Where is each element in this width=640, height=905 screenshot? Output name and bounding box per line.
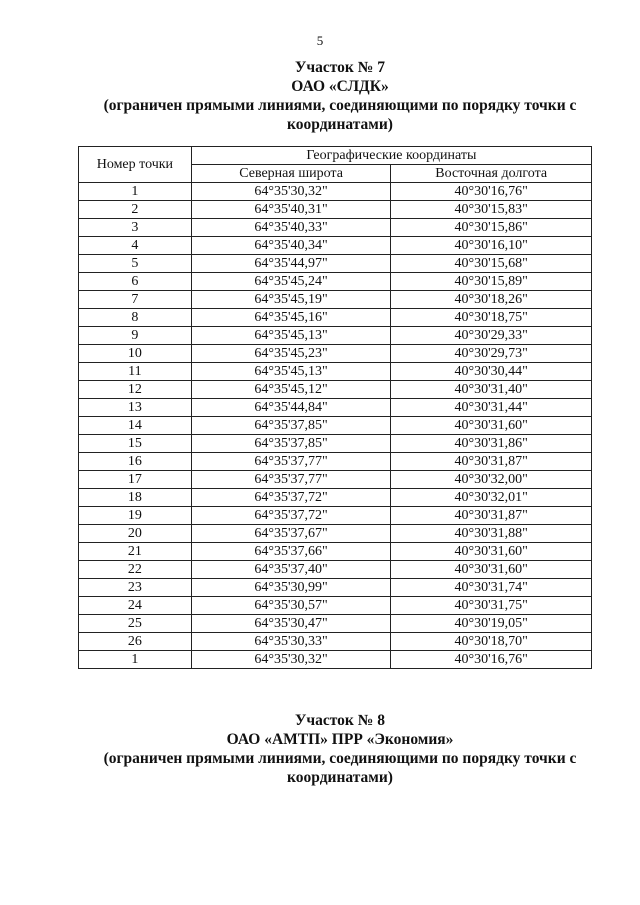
longitude-cell: 40°30'31,60" — [391, 417, 592, 435]
longitude-cell: 40°30'15,86" — [391, 219, 592, 237]
table-row — [79, 579, 592, 597]
table-row — [79, 489, 592, 507]
point-number-cell: 21 — [79, 543, 192, 561]
point-number-cell: 4 — [79, 237, 192, 255]
longitude-cell: 40°30'18,70" — [391, 633, 592, 651]
point-number-cell: 5 — [79, 255, 192, 273]
table-row — [79, 255, 592, 273]
section-description-line: координатами) — [287, 116, 393, 133]
longitude-cell: 40°30'30,44" — [391, 363, 592, 381]
table-row — [79, 381, 592, 399]
point-number-cell: 19 — [79, 507, 192, 525]
table-row — [79, 345, 592, 363]
point-number-cell: 3 — [79, 219, 192, 237]
table-row — [79, 435, 592, 453]
table-row — [79, 219, 592, 237]
table-row — [79, 597, 592, 615]
longitude-cell: 40°30'31,60" — [391, 543, 592, 561]
point-number-cell: 23 — [79, 579, 192, 597]
latitude-cell: 64°35'30,47" — [191, 615, 391, 633]
longitude-cell: 40°30'32,01" — [391, 489, 592, 507]
longitude-cell: 40°30'31,75" — [391, 597, 592, 615]
latitude-cell: 64°35'30,33" — [191, 633, 391, 651]
coordinates-table-body — [79, 183, 592, 669]
longitude-cell: 40°30'16,10" — [391, 237, 592, 255]
point-number-cell: 9 — [79, 327, 192, 345]
header-longitude: Восточная долгота — [391, 165, 592, 183]
latitude-cell: 64°35'30,32" — [191, 183, 391, 201]
section-description-line: (ограничен прямыми линиями, соединяющими по порядку точки с — [103, 97, 577, 114]
point-number-cell: 1 — [79, 651, 192, 669]
longitude-cell: 40°30'29,33" — [391, 327, 592, 345]
section-organization: ОАО «АМТП» ПРР «Экономия» — [226, 731, 454, 748]
table-row — [79, 201, 592, 219]
point-number-cell: 1 — [79, 183, 192, 201]
header-latitude: Северная широта — [191, 165, 391, 183]
latitude-cell: 64°35'37,40" — [191, 561, 391, 579]
longitude-cell: 40°30'18,75" — [391, 309, 592, 327]
point-number-cell: 14 — [79, 417, 192, 435]
latitude-cell: 64°35'40,33" — [191, 219, 391, 237]
longitude-cell: 40°30'18,26" — [391, 291, 592, 309]
longitude-cell: 40°30'19,05" — [391, 615, 592, 633]
latitude-cell: 64°35'44,84" — [191, 399, 391, 417]
section-title: Участок № 8 — [295, 712, 385, 729]
latitude-cell: 64°35'37,67" — [191, 525, 391, 543]
latitude-cell: 64°35'45,16" — [191, 309, 391, 327]
point-number-cell: 26 — [79, 633, 192, 651]
longitude-cell: 40°30'31,60" — [391, 561, 592, 579]
latitude-cell: 64°35'40,31" — [191, 201, 391, 219]
page-number: 5 — [316, 33, 324, 48]
header-geo-coordinates: Географические координаты — [191, 147, 591, 165]
latitude-cell: 64°35'37,85" — [191, 435, 391, 453]
table-row — [79, 237, 592, 255]
table-row — [79, 273, 592, 291]
latitude-cell: 64°35'37,77" — [191, 453, 391, 471]
point-number-cell: 13 — [79, 399, 192, 417]
section-heading-7 — [90, 58, 590, 134]
longitude-cell: 40°30'16,76" — [391, 651, 592, 669]
table-row — [79, 183, 592, 201]
point-number-cell: 12 — [79, 381, 192, 399]
latitude-cell: 64°35'30,32" — [191, 651, 391, 669]
point-number-cell: 17 — [79, 471, 192, 489]
latitude-cell: 64°35'30,57" — [191, 597, 391, 615]
section-description-line: координатами) — [287, 769, 393, 786]
latitude-cell: 64°35'45,13" — [191, 327, 391, 345]
table-row — [79, 363, 592, 381]
point-number-cell: 24 — [79, 597, 192, 615]
latitude-cell: 64°35'37,72" — [191, 507, 391, 525]
point-number-cell: 25 — [79, 615, 192, 633]
longitude-cell: 40°30'29,73" — [391, 345, 592, 363]
longitude-cell: 40°30'15,83" — [391, 201, 592, 219]
latitude-cell: 64°35'37,66" — [191, 543, 391, 561]
point-number-cell: 18 — [79, 489, 192, 507]
latitude-cell: 64°35'30,99" — [191, 579, 391, 597]
longitude-cell: 40°30'31,74" — [391, 579, 592, 597]
table-row — [79, 309, 592, 327]
section-organization: ОАО «СЛДК» — [291, 78, 389, 95]
point-number-cell: 10 — [79, 345, 192, 363]
coordinates-table — [78, 146, 592, 669]
latitude-cell: 64°35'37,72" — [191, 489, 391, 507]
point-number-cell: 22 — [79, 561, 192, 579]
longitude-cell: 40°30'15,68" — [391, 255, 592, 273]
latitude-cell: 64°35'44,97" — [191, 255, 391, 273]
latitude-cell: 64°35'45,13" — [191, 363, 391, 381]
latitude-cell: 64°35'45,24" — [191, 273, 391, 291]
table-row — [79, 417, 592, 435]
section-title: Участок № 7 — [295, 59, 385, 76]
table-row — [79, 291, 592, 309]
point-number-cell: 20 — [79, 525, 192, 543]
longitude-cell: 40°30'31,86" — [391, 435, 592, 453]
table-row — [79, 633, 592, 651]
longitude-cell: 40°30'31,87" — [391, 507, 592, 525]
table-row — [79, 543, 592, 561]
longitude-cell: 40°30'32,00" — [391, 471, 592, 489]
table-row — [79, 507, 592, 525]
latitude-cell: 64°35'37,77" — [191, 471, 391, 489]
latitude-cell: 64°35'45,12" — [191, 381, 391, 399]
point-number-cell: 16 — [79, 453, 192, 471]
latitude-cell: 64°35'45,23" — [191, 345, 391, 363]
table-row — [79, 399, 592, 417]
point-number-cell: 7 — [79, 291, 192, 309]
section-description-line: (ограничен прямыми линиями, соединяющими по порядку точки с — [103, 750, 577, 767]
point-number-cell: 11 — [79, 363, 192, 381]
latitude-cell: 64°35'37,85" — [191, 417, 391, 435]
section-heading-8 — [90, 711, 590, 787]
point-number-cell: 8 — [79, 309, 192, 327]
point-number-cell: 15 — [79, 435, 192, 453]
longitude-cell: 40°30'31,44" — [391, 399, 592, 417]
longitude-cell: 40°30'31,88" — [391, 525, 592, 543]
latitude-cell: 64°35'45,19" — [191, 291, 391, 309]
table-row — [79, 327, 592, 345]
longitude-cell: 40°30'31,40" — [391, 381, 592, 399]
table-row — [79, 651, 592, 669]
longitude-cell: 40°30'31,87" — [391, 453, 592, 471]
table-row — [79, 615, 592, 633]
table-row — [79, 561, 592, 579]
point-number-cell: 6 — [79, 273, 192, 291]
table-row — [79, 453, 592, 471]
latitude-cell: 64°35'40,34" — [191, 237, 391, 255]
table-row — [79, 525, 592, 543]
table-row — [79, 471, 592, 489]
longitude-cell: 40°30'16,76" — [391, 183, 592, 201]
longitude-cell: 40°30'15,89" — [391, 273, 592, 291]
header-point-number: Номер точки — [79, 147, 192, 183]
point-number-cell: 2 — [79, 201, 192, 219]
